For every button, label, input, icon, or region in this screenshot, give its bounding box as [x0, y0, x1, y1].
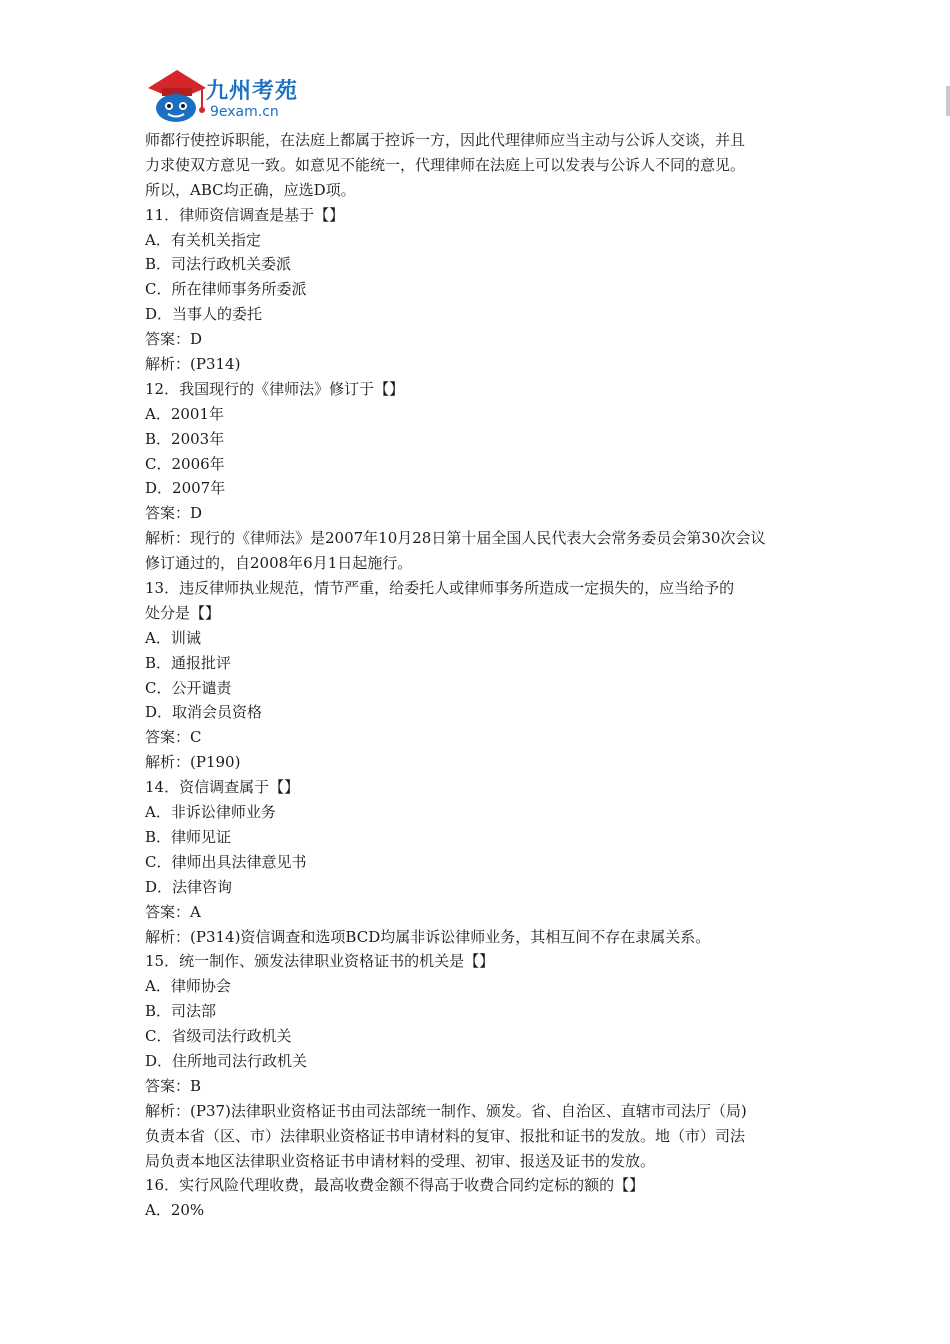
text-line: 力求使双方意见一致。如意见不能统一，代理律师在法庭上可以发表与公诉人不同的意见。 [145, 155, 746, 174]
text-line: 15．统一制作、颁发法律职业资格证书的机关是【】 [145, 952, 495, 971]
text-line: 解析：(P314)资信调查和选项BCD均属非诉讼律师业务，其相互间不存在隶属关系。 [145, 927, 711, 946]
text-line: 答案：A [145, 902, 201, 921]
text-line: 所以，ABC均正确，应选D项。 [145, 180, 356, 199]
text-line: 修订通过的，自2008年6月1日起施行。 [145, 554, 413, 573]
text-line: C．公开谴责 [145, 678, 232, 697]
text-line: B．律师见证 [145, 827, 232, 846]
text-line: 答案：C [145, 728, 202, 747]
text-line: C．省级司法行政机关 [145, 1027, 292, 1046]
text-line: 13．违反律师执业规范，情节严重，给委托人或律师事务所造成一定损失的，应当给予的 [145, 579, 735, 598]
text-line: C．所在律师事务所委派 [145, 280, 307, 299]
text-line: B．司法部 [145, 1002, 217, 1021]
text-line: D．住所地司法行政机关 [145, 1051, 308, 1070]
text-line: 师都行使控诉职能，在法庭上都属于控诉一方，因此代理律师应当主动与公诉人交谈，并且 [145, 131, 746, 149]
text-line: 处分是【】 [145, 603, 221, 622]
text-line: 解析：(P37)法律职业资格证书由司法部统一制作、颁发。省、自治区、直辖市司法厅（局) [145, 1101, 747, 1120]
text-line: D．法律咨询 [145, 877, 233, 896]
text-line: B．2003年 [145, 429, 225, 448]
text-line: A．训诫 [145, 628, 201, 647]
text-line: A．20% [145, 1201, 205, 1220]
document-body [145, 128, 815, 1223]
page-edge-mark [946, 86, 950, 116]
text-line: 解析：(P190) [145, 753, 241, 772]
text-line: B．通报批评 [145, 653, 232, 672]
text-line: A．有关机关指定 [145, 230, 261, 249]
text-line: 16．实行风险代理收费，最高收费金额不得高于收费合同约定标的额的【】 [145, 1176, 645, 1195]
text-line: C．2006年 [145, 454, 225, 473]
text-line: D．取消会员资格 [145, 703, 263, 722]
text-line: 14．资信调查属于【】 [145, 778, 300, 797]
text-line: 11．律师资信调查是基于【】 [145, 205, 345, 224]
text-line: 解析：现行的《律师法》是2007年10月28日第十届全国人民代表大会常务委员会第30次会议 [145, 529, 766, 548]
text-line: 答案：D [145, 330, 203, 349]
text-line: 12．我国现行的《律师法》修订于【】 [145, 379, 405, 398]
text-line: 负责本省（区、市）法律职业资格证书申请材料的复审、报批和证书的发放。地（市）司法 [145, 1126, 746, 1145]
text-line: D．2007年 [145, 479, 226, 498]
text-line: 解析：(P314) [145, 355, 241, 374]
text-line: 答案：D [145, 504, 203, 523]
text-line: A．非诉讼律师业务 [145, 803, 276, 822]
text-line: A．律师协会 [145, 977, 231, 996]
text-line: B．司法行政机关委派 [145, 255, 292, 274]
text-line: A．2001年 [145, 404, 225, 423]
text-line: C．律师出具法律意见书 [145, 852, 307, 871]
graduation-cap-icon [146, 64, 208, 124]
site-logo [146, 64, 308, 124]
text-line: 答案：B [145, 1076, 202, 1095]
logo-name: 九州考苑 [206, 79, 299, 104]
text-line: 局负责本地区法律职业资格证书申请材料的受理、初审、报送及证书的发放。 [145, 1151, 656, 1170]
logo-domain: 9exam.cn [210, 104, 279, 120]
text-line: D．当事人的委托 [145, 305, 263, 324]
